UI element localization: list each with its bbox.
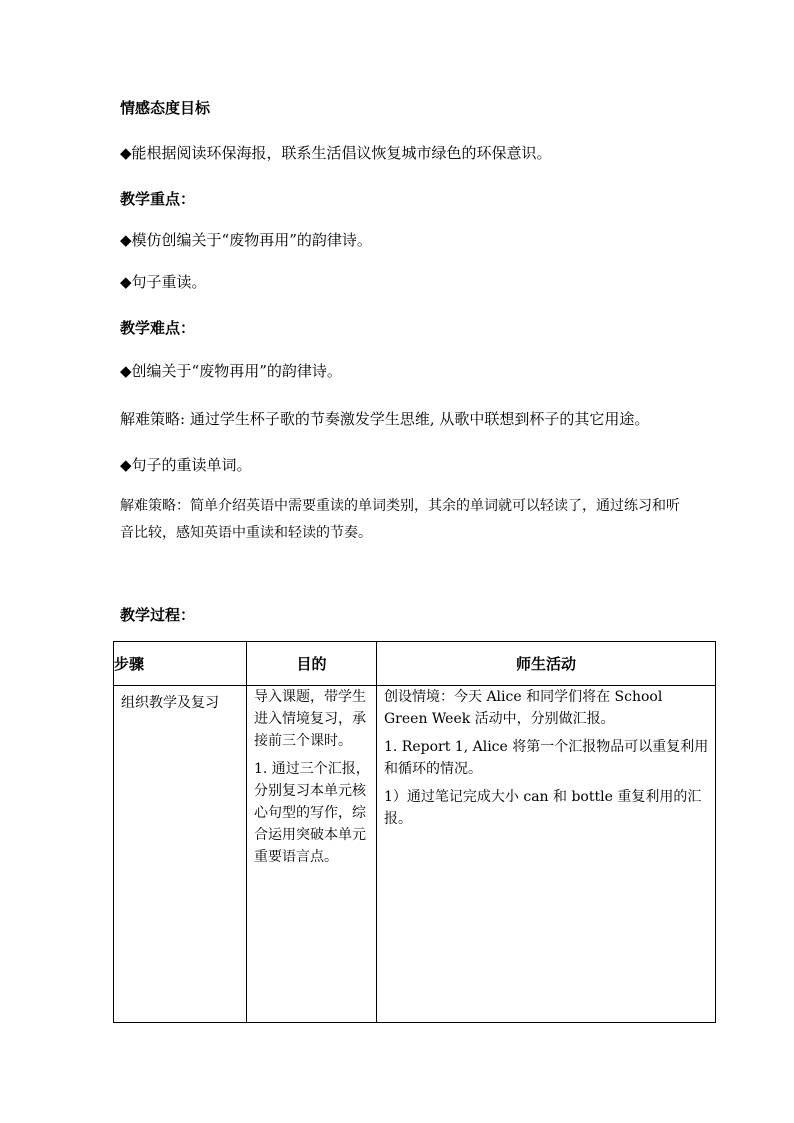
header-activity: 师生活动: [377, 642, 716, 686]
activity-paragraph-2: 1. Report 1, Alice 将第一个汇报物品可以重复利用和循环的情况。: [384, 739, 709, 777]
goal-paragraph-2: 1. 通过三个汇报，分别复习本单元核心句型的写作，综合运用突破本单元重要语言点。: [254, 761, 370, 865]
strategy-1: 解难策略: 通过学生杯子歌的节奏激发学生思维, 从歌中联想到杯子的其它用途。: [120, 410, 650, 428]
difficult-point-item-1: ◆创编关于“废物再用”的韵律诗。: [120, 362, 342, 380]
activity-paragraph-3: 1）通过笔记完成大小 can 和 bottle 重复利用的汇报。: [384, 789, 702, 827]
header-goal: 目的: [247, 642, 377, 686]
key-point-item-1: ◆模仿创编关于“废物再用”的韵律诗。: [120, 231, 372, 249]
cell-goal: [247, 686, 377, 1023]
table-header-row: [114, 642, 716, 686]
step-text: 组织教学及复习: [121, 695, 219, 711]
goal-paragraph-1: 导入课题，带学生进入情境复习，承接前三个课时。: [254, 689, 366, 749]
table-row: [114, 686, 716, 1023]
difficult-point-item-2: ◆句子的重读单词。: [120, 456, 252, 474]
emotion-goal-item: ◆能根据阅读环保海报，联系生活倡议恢复城市绿色的环保意识。: [120, 144, 552, 162]
activity-paragraph-1: 创设情境：今天 Alice 和同学们将在 School Green Week 活动中，分别做汇报。: [384, 689, 663, 727]
teaching-process-table: [113, 641, 716, 1023]
header-step: 步骤: [114, 642, 247, 686]
cell-activity: [377, 686, 716, 1023]
difficult-points-title: 教学难点：: [120, 319, 196, 337]
key-point-item-2: ◆句子重读。: [120, 273, 207, 291]
cell-step: [114, 686, 247, 1023]
key-points-title: 教学重点：: [120, 190, 196, 208]
emotion-goal-title: 情感态度目标: [120, 99, 211, 117]
strategy-2: 解难策略：简单介绍英语中需要重读的单词类别，其余的单词就可以轻读了，通过练习和听音比较，感知英语中重读和轻读的节奏。: [120, 498, 680, 541]
process-title: 教学过程：: [120, 606, 196, 624]
